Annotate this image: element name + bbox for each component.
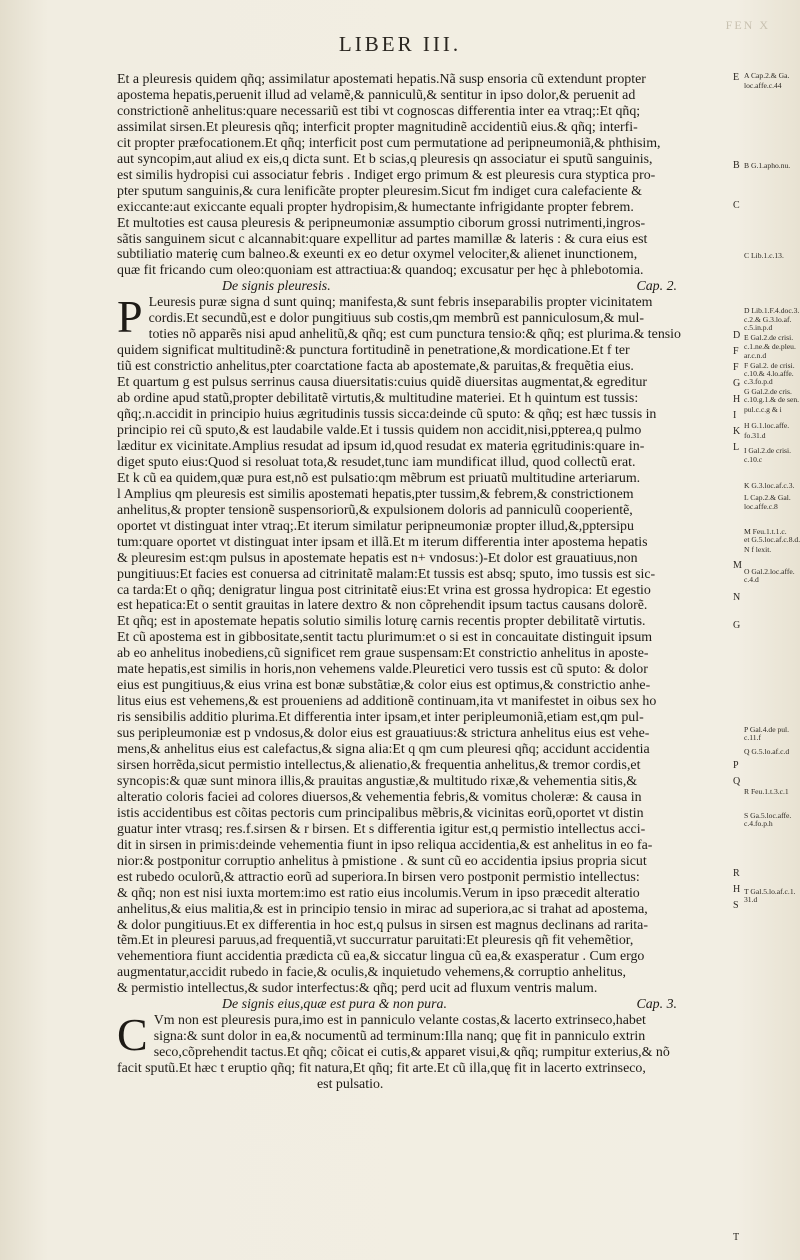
text-line: & permistio intellectus,& sudor interfectus:& qñq; perd ucit ad fluxum ventris malum. xyxy=(117,981,598,997)
text-line: læditur ex vicinitate.Amplius resudat ad ipsum id,quod resudat ex materia ęgritudinis:quare in- xyxy=(117,438,645,454)
paragraph-pleuresis-hepatis xyxy=(117,72,740,279)
marginal-note: c.2.& G.3.lo.af. xyxy=(744,316,792,324)
text-line: toties nõ apparẽs nisi apud anhelitũ,& qñq; est cum punctura tensio:& qñq; est plurima.& tensio xyxy=(148,327,681,343)
marginal-note: O Gal.2.loc.affe. xyxy=(744,568,795,576)
marginal-note: P Gal.4.de pul. xyxy=(744,726,790,734)
marginal-note: c.10.g.1.& de sen. xyxy=(744,396,800,404)
text-line: sus peripleumoniæ est p vndosus,& dolor eius est grauatiuus:& strictura anhelitus eius est vehe- xyxy=(117,726,650,742)
marginal-note: Q G.5.lo.af.c.d xyxy=(744,748,790,756)
text-line: quidem significat multitudinẽ:& punctura fortitudinẽ in penetratione,& mordicatione.Et f ter xyxy=(117,343,630,359)
text-line: pter sputum sanguinis,& cura lenificãte propter pleuresim.Sicut fm indiget cura calefaciente & xyxy=(117,183,642,199)
marginal-note: c.4.fo.p.h xyxy=(744,820,773,828)
text-line: constrictionẽ anhelitus:quare necessariũ est tibi vt cognoscas differentia inter ea vtraq;:Et qñq; xyxy=(117,103,641,119)
margin-reference-letter: N xyxy=(733,592,741,603)
text-line: Et cũ apostema est in gibbositate,sentit tactu plurimum:et o si est in concauitate distinguit ipsum xyxy=(117,630,653,646)
text-line: guatur inter vtrasq; res.f.sirsen & r birsen. Et s differentia igitur est,q permistio intellectus acci- xyxy=(117,821,646,837)
text-line: nior:& postponitur corruptio anhelitus à pmistione . & sunt cũ eo accidentia ipsius propria sicut xyxy=(117,853,647,869)
margin-reference-letter: C xyxy=(733,200,740,211)
marginal-note: K G.3.loc.af.c.3. xyxy=(744,482,795,490)
chapter-title: De signis eius,quæ est pura & non pura. xyxy=(222,997,447,1013)
marginal-note: pul.c.c.g & i xyxy=(744,406,782,414)
marginal-note: c.1.ne.& de.pleu. xyxy=(744,343,796,351)
text-line: istis accidentibus est cõitas pectoris cum principalibus mẽbris,& vicinitas eorũ,oportet vt distin xyxy=(117,805,644,821)
marginal-note: A Cap.2.& Ga. xyxy=(744,72,790,80)
drop-cap-initial: C xyxy=(117,1009,148,1061)
text-line: est hepatica:Et o sentit grauitas in latere dextro & non cõprehendit ipsum tactus causans dolorẽ. xyxy=(117,598,648,614)
text-line: est rubedo oculorũ,& attractio eorũ ad superiora.In birsen vero postponit permistio intellectus: xyxy=(117,869,640,885)
marginal-note: T Gal.5.lo.af.c.1. xyxy=(744,888,796,896)
margin-reference-letter: H xyxy=(733,394,741,405)
text-line: dit in sirsen in primis:deinde vehementia fiunt in ipso reliqua accidentia,& est anhelitus in eo fa- xyxy=(117,837,653,853)
paragraph-pura-non-pura xyxy=(117,1009,737,1093)
text-line: diget sputo eius:Quod si resoluat tota,& resudet,tunc iam mundificat illud, quod collectũ erat. xyxy=(117,454,636,470)
chapter-heading-3 xyxy=(117,997,737,1013)
text-line: Leuresis puræ signa d sunt quinq; manifesta,& sunt febris inseparabilis propter vicinitatem xyxy=(148,295,653,311)
text-line: & dolor pungitiuus.Et ex differentia in hoc est,q pulsus in sirsen est magnus declinans ad rarita- xyxy=(117,917,648,933)
marginal-note: c.11.f xyxy=(744,734,762,742)
paragraph-signa-pleuresis xyxy=(117,291,740,997)
marginal-note: B G.1.apho.nu. xyxy=(744,162,791,170)
text-line: subtiliatio materię cum balneo.& exeunti ex eo detur oxymel velociter,& alienet inunctionem, xyxy=(117,247,638,263)
margin-reference-letter: P xyxy=(733,760,739,771)
marginal-note: loc.affe.c.8 xyxy=(744,503,778,511)
text-line: Et qñq; est in apostemate hepatis solutio similis loturę carnis recentis propter debilitatẽ virtutis. xyxy=(117,614,646,630)
text-line: seco,cõprehendit tactus.Et qñq; cõicat ei cutis,& apparet visui,& qñq; rumpitur exterius,& nõ xyxy=(153,1045,670,1061)
text-line: ab ordine apud statũ,propter debilitatẽ virtutis,& multitudine materiei. Et h quintum est tussis: xyxy=(117,391,639,407)
marginal-note: 31.d xyxy=(744,896,758,904)
text-line: sirsen horrẽda,sicut permistio intellectus,& alienatio,& frequentia anhelitus,& tremor cordis,et xyxy=(117,757,641,773)
margin-reference-letter: K xyxy=(733,426,741,437)
margin-reference-letter: L xyxy=(733,442,740,453)
text-line: aut syncopim,aut aliud ex eis,q dicta sunt. Et b scias,q pleuresis qn associatur ei sputũ sanguinis, xyxy=(117,151,653,167)
text-line: est similis hydropisi cui associatur febris . Indiget ergo primum & est pleuresis cura styptica pro- xyxy=(117,167,656,183)
main-text-column xyxy=(117,72,740,1093)
text-line: tẽm.Et in pleuresi paruus,ad frequentiã,vt succurratur paruitati:Et pleuresis qñ fit vehemẽtior, xyxy=(117,933,634,949)
marginal-note: R Feu.1.t.3.c.1 xyxy=(744,788,789,796)
marginal-note: S Ga.5.loc.affe. xyxy=(744,812,792,820)
chapter-number: Cap. 2. xyxy=(636,279,677,295)
text-line: facit sputũ.Et hæc t eruptio qñq; fit natura,Et qñq; fit arte.Et cũ illa,quę fit in lacerto extrinseco, xyxy=(117,1061,646,1077)
margin-reference-letter: Q xyxy=(733,776,741,787)
text-line: mens,& anhelitus eius est calefactus,& signa alia:Et q qm cum pleuresi qñq; accidunt accidentia xyxy=(117,742,650,758)
text-line: quæ fit fricando cum oleo:quoniam est attractiua:& quandoq; excusatur per hęc à phlebotomia. xyxy=(117,263,644,279)
text-line: & pleuresim est:qm pulsus in apostemate hepatis est n+ vndosus:)-Et dolor est grauatiuus,non xyxy=(117,550,638,566)
margin-reference-letter: F xyxy=(733,362,739,373)
margin-reference-letter: T xyxy=(733,1232,740,1243)
marginal-note: H G.1.loc.affe. xyxy=(744,422,790,430)
marginal-note: I Gal.2.de crisi. xyxy=(744,447,792,455)
margin-reference-letter: F xyxy=(733,346,739,357)
text-line: cit propter præfocationem.Et qñq; interficit post cum permutatione ad peripneumoniã,& phthisim, xyxy=(117,135,661,151)
text-line: exiccante:aut exiccante equali propter hydropisim,& humectante infrigidante propter febrem. xyxy=(117,199,634,215)
text-line: syncopis:& quæ sunt minora illis,& prauitas angustiæ,& multitudo rixæ,& vehementia sitis,& xyxy=(117,773,638,789)
text-line: qñq;.n.accidit in principio huius ægritudinis tussis sicca:deinde cũ sputo: & qñq; est hæc tussis in xyxy=(117,407,657,423)
marginal-note: G Gal.2.de cris. xyxy=(744,388,792,396)
page-header: LIBER III. xyxy=(338,32,462,56)
drop-cap-initial: P xyxy=(117,291,143,343)
text-line: augmentatur,accidit rubedo in facie,& oculis,& inquietudo vehemens,& corruptio anhelitus, xyxy=(117,965,627,981)
text-line: oportet vt distinguat inter vtraq;.Et iterum similatur peripneumoniæ propter illud,&,pptersipu xyxy=(117,518,634,534)
text-line: Et k cũ ea quidem,quæ pura est,nõ est pulsatio:qm mẽbrum est priuatũ multitudine arteriarum. xyxy=(117,470,641,486)
text-line: & qñq; non est nisi iuxta mortem:imo est ratio eius incolumis.Verum in ipso præcedit alteratio xyxy=(117,885,640,901)
text-line: vehementiora fiunt accidentia prædicta cũ ea,& siccatur lingua cũ ea,& exasperatur . Cum ergo xyxy=(117,949,645,965)
margin-reference-letter: E xyxy=(733,72,740,83)
marginal-note: et G.5.loc.af.c.8.d. xyxy=(744,536,800,544)
text-line: anhelitus,& propter tensionẽ suspensoriorũ,& expulsionem doloris ad panniculũ cooperientẽ, xyxy=(117,502,633,518)
marginal-note: N f lexit. xyxy=(744,546,772,554)
margin-reference-letter: M xyxy=(733,560,742,571)
marginal-note: F Gal.2. de crisi. xyxy=(744,362,795,370)
text-line: signa:& sunt dolor in ea,& nocumentũ ad terminum:Illa nanq; quę fit in panniculo extrin xyxy=(153,1029,646,1045)
text-line: tum:quare oportet vt distinguat inter ipsam et illã.Et m iterum differentia inter apostema hepatis xyxy=(117,534,648,550)
chapter-heading-2 xyxy=(117,279,737,295)
margin-reference-letter: S xyxy=(733,900,739,911)
text-line: alteratio coloris faciei ad colores diuersos,& vehementia febris,& vomitus choleræ: & causa in xyxy=(117,789,642,805)
text-line: ab eo anhelitus inobediens,cũ significet rem graue suspensam:Et constrictio anhelitus in aposte- xyxy=(117,646,649,662)
margin-reference-letter: R xyxy=(733,868,740,879)
marginal-note: L Cap.2.& Gal. xyxy=(744,494,791,502)
marginal-note: c.3.fo.p.d xyxy=(744,378,773,386)
text-line: Vm non est pleuresis pura,imo est in panniculo velante costas,& lacerto extrinseco,habet xyxy=(153,1013,646,1029)
text-line: ca tarda:Et o qñq; denigratur lingua post citrinitatẽ eius:Et vrina est grossa hydropica: Et egestio xyxy=(117,582,651,598)
margin-reference-letter: H xyxy=(733,884,741,895)
marginal-note: c.4.d xyxy=(744,576,759,584)
text-line: anhelitus,& eius malitia,& est in principio tensio in mirac ad superiora,ac si trahat ad apostema, xyxy=(117,901,648,917)
text-line: l Amplius qm pleuresis est similis apostemati hepatis,pter tussim,& febrem,& constrictionem xyxy=(117,486,634,502)
text-line: cordis.Et secundũ,est e dolor pungitiuus sub costis,qm membrũ est panniculosum,& mul- xyxy=(148,311,644,327)
text-line: ris sensibilis additio plurima.Et differentia inter ipsam,et inter peripleumoniã,etiam est,qm pul- xyxy=(117,710,644,726)
text-line: litus eius est vehemens,& est proueniens ad additionẽ continuam,ita vt manifestet in oibus sex ho xyxy=(117,694,657,710)
text-line: mate hepatis,est similis in horis,non vehemens valde.Pleuretici vero tussis est cũ sputo: & dolor xyxy=(117,662,648,678)
marginal-note: loc.affe.c.44 xyxy=(744,82,782,90)
marginal-note: M Feu.1.t.1.c. xyxy=(744,528,787,536)
margin-reference-letter: D xyxy=(733,330,741,341)
marginal-note: fo.31.d xyxy=(744,432,766,440)
text-line: pungitiuus:Et facies est conuersa ad citrinitatẽ malam:Et tussis est absq; sputo, imo tussis est sic- xyxy=(117,566,656,582)
text-line: est pulsatio. xyxy=(317,1077,384,1093)
margin-reference-letter: G xyxy=(733,620,741,631)
margin-reference-letter: G xyxy=(733,378,741,389)
marginal-note: E Gal.2.de crisi. xyxy=(744,334,794,342)
chapter-title: De signis pleuresis. xyxy=(222,279,331,295)
text-line: Et a pleuresis quidem qñq; assimilatur apostemati hepatis.Nã susp ensoria cũ extendunt propter xyxy=(117,72,646,87)
marginal-note: D Lib.1.F.4.doc.3. xyxy=(744,307,800,315)
text-line: assimilat sirsen.Et pleuresis qñq; interficit propter magnitudinẽ accidentiũ eius.& qñq; interfi- xyxy=(117,119,638,135)
chapter-number: Cap. 3. xyxy=(636,997,677,1013)
marginal-note: ar.c.n.d xyxy=(744,352,767,360)
margin-reference-letter: B xyxy=(733,160,740,171)
text-line: tiũ est constrictio anhelitus,pter coarctatione facta ab apostemate,& paruitas,& frequẽtia eius. xyxy=(117,359,634,375)
text-line: Et quartum g est pulsus serrinus causa diuersitatis:cuius quidẽ diuersitas augmentat,& egreditur xyxy=(117,375,648,391)
text-line: apostema hepatis,peruenit illud ad velamẽ,& panniculũ,& sentitur in ipso dolor,& peruenit ad xyxy=(117,87,636,103)
text-line: eius est pungitiuus,& eius vrina est bonæ substãtiæ,& color eius est optimus,& constrictio anhe- xyxy=(117,678,651,694)
marginal-note: c.10.c xyxy=(744,456,763,464)
bleed-through-text: FEN X xyxy=(725,18,770,32)
marginal-note: c.10.& 4.lo.affe. xyxy=(744,370,794,378)
text-line: sãtis sanguinem sicut c alcannabit:quare expellitur ad partes mamillæ & lateris : & cura eius est xyxy=(117,231,648,247)
marginal-note: c.5.in.p.d xyxy=(744,324,773,332)
text-line: principio rei cũ sputo,& est laudabile valde.Et i tussis quidem non accidit,nisi,ppterea,q pulmo xyxy=(117,422,642,438)
margin-reference-letter: I xyxy=(733,410,737,421)
text-line: Et multoties est causa pleuresis & peripneumoniæ assumptio ciborum grossi nutrimenti,ingros- xyxy=(117,215,646,231)
marginal-note: C Lib.1.c.13. xyxy=(744,252,784,260)
